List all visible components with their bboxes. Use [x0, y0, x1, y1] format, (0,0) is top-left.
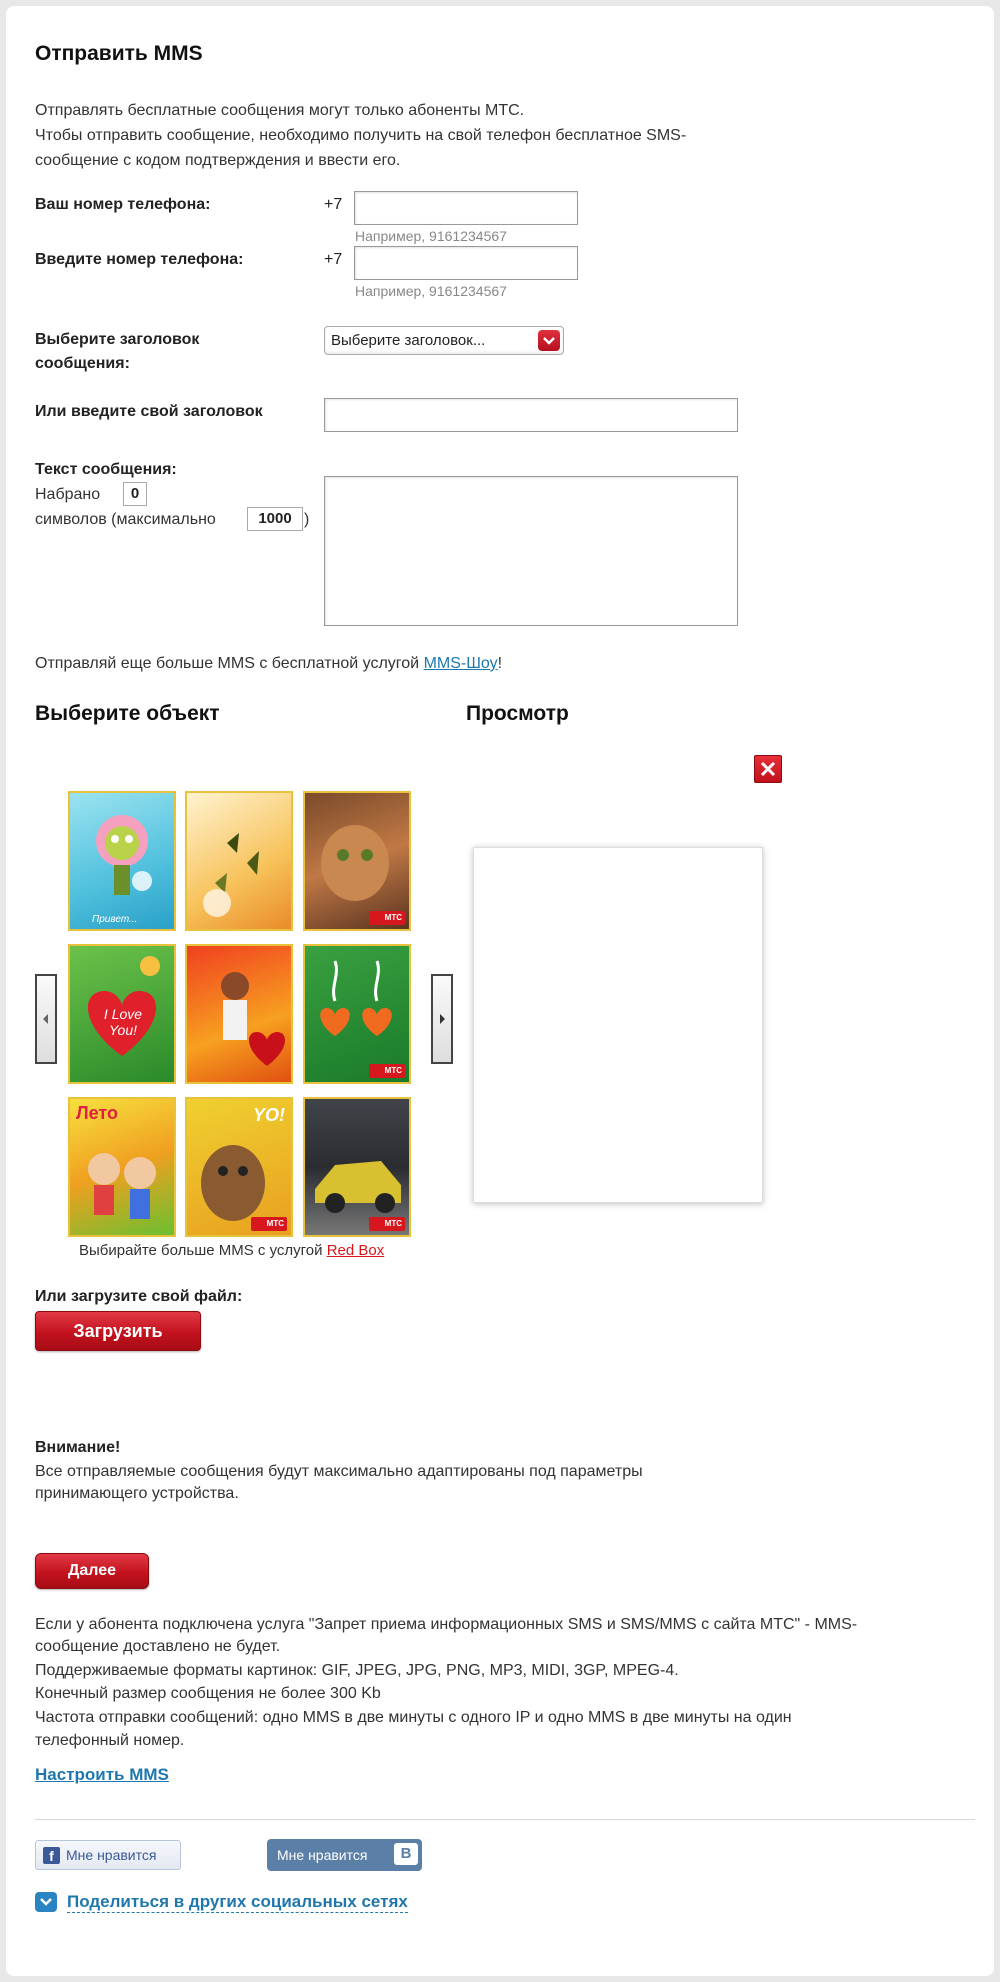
info-line-2: сообщение доставлено не будет. — [35, 1638, 281, 1655]
subject-select[interactable] — [324, 326, 564, 355]
info-line-5: Частота отправки сообщений: одно MMS в две минуты с одного IP и одно MMS в две минуты на один — [35, 1709, 792, 1726]
love-you-thumb[interactable] — [68, 944, 176, 1084]
more-mms-text — [79, 1242, 384, 1259]
kitten-thumb[interactable] — [303, 791, 411, 931]
preview-title: Просмотр — [466, 702, 569, 725]
configure-mms-link[interactable]: Настроить MMS — [35, 1765, 169, 1784]
notice-line-1: Все отправляемые сообщения будут максимально адаптированы под параметры — [35, 1463, 643, 1480]
thumb-caption: YO! — [252, 1105, 285, 1125]
notice-line-2: принимающего устройства. — [35, 1485, 239, 1502]
cartoon-character-image — [70, 793, 174, 929]
typed-counter: 0 — [123, 482, 147, 506]
thumb-caption: I Love You! — [103, 1006, 143, 1038]
thumb-caption: Лето — [76, 1103, 118, 1123]
facebook-like-button[interactable] — [35, 1840, 181, 1870]
recipient-phone-hint: Например, 9161234567 — [355, 283, 507, 299]
your-phone-label: Ваш номер телефона: — [35, 196, 211, 213]
recipient-phone-input[interactable] — [354, 246, 578, 280]
mts-badge: МТС — [369, 1064, 405, 1078]
chevron-down-icon — [538, 330, 560, 351]
red-box-link[interactable]: Red Box — [326, 1242, 385, 1259]
upload-label: Или загрузите свой файл: — [35, 1288, 243, 1305]
page-title: Отправить MMS — [35, 42, 203, 65]
info-line-1: Если у абонента подключена услуга "Запрет приема информационных SMS и SMS/MMS с сайта МТС" - MMS- — [35, 1616, 858, 1633]
sports-car-thumb[interactable] — [303, 1097, 411, 1237]
recipient-phone-prefix: +7 — [324, 251, 343, 268]
more-mms-label: Выбирайте больше MMS с услугой — [79, 1242, 327, 1259]
your-phone-prefix: +7 — [324, 196, 343, 213]
custom-subject-label: Или введите свой заголовок — [35, 403, 263, 420]
promo-suffix: ! — [497, 655, 503, 672]
vk-like-label: Мне нравится — [277, 1847, 368, 1863]
preview-frame — [473, 847, 763, 1203]
butterflies-image — [187, 793, 291, 929]
green-hearts-image — [305, 946, 409, 1082]
mts-badge: МТС — [369, 911, 405, 925]
mts-badge: МТС — [251, 1217, 287, 1231]
chevron-left-icon — [37, 976, 55, 1062]
your-phone-input[interactable] — [354, 191, 578, 225]
intro-line-3: сообщение с кодом подтверждения и ввести его. — [35, 152, 401, 169]
subject-select-label-line-2: сообщения: — [35, 355, 130, 372]
sports-car-image — [305, 1099, 409, 1235]
butterflies-thumb[interactable] — [185, 791, 293, 931]
max-close-paren: ) — [304, 511, 310, 528]
upload-button[interactable]: Загрузить — [35, 1311, 201, 1351]
couple-heart-image — [187, 946, 291, 1082]
mms-show-link[interactable]: MMS-Шоу — [423, 655, 498, 672]
intro-line-1: Отправлять бесплатные сообщения могут только абоненты МТС. — [35, 102, 525, 119]
subject-select-label-line-1: Выберите заголовок — [35, 331, 200, 348]
notice-title: Внимание! — [35, 1439, 121, 1456]
close-icon — [755, 756, 781, 782]
green-hearts-thumb[interactable] — [303, 944, 411, 1084]
mts-badge: МТС — [369, 1217, 405, 1231]
next-button[interactable]: Далее — [35, 1553, 149, 1589]
couple-heart-thumb[interactable] — [185, 944, 293, 1084]
divider — [35, 1819, 975, 1820]
intro-line-2: Чтобы отправить сообщение, необходимо получить на свой телефон бесплатное SMS- — [35, 127, 687, 144]
your-phone-hint: Например, 9161234567 — [355, 228, 507, 244]
message-textarea[interactable] — [324, 476, 738, 626]
recipient-phone-label: Введите номер телефона: — [35, 251, 244, 268]
kitten-image — [305, 793, 409, 929]
typed-label: Набрано — [35, 486, 101, 503]
gallery-title: Выберите объект — [35, 702, 220, 725]
gallery-next-button[interactable] — [431, 974, 453, 1064]
subject-select-value: Выберите заголовок... — [331, 332, 486, 349]
info-line-3: Поддерживаемые форматы картинок: GIF, JPEG, JPG, PNG, MP3, MIDI, 3GP, MPEG-4. — [35, 1662, 679, 1679]
vk-icon: B — [394, 1843, 418, 1865]
hamster-yo-thumb[interactable] — [185, 1097, 293, 1237]
share-more-link[interactable]: Поделиться в других социальных сетях — [67, 1892, 408, 1911]
summer-kids-thumb[interactable] — [68, 1097, 176, 1237]
gallery-prev-button[interactable] — [35, 974, 57, 1064]
close-preview-button[interactable] — [754, 755, 782, 783]
message-label: Текст сообщения: — [35, 461, 177, 478]
info-line-6: телефонный номер. — [35, 1732, 185, 1749]
chevron-down-icon — [35, 1892, 57, 1912]
promo-text-label: Отправляй еще больше MMS с бесплатной услугой — [35, 655, 424, 672]
info-line-4: Конечный размер сообщения не более 300 Kb — [35, 1685, 381, 1702]
cartoon-character-thumb[interactable] — [68, 791, 176, 931]
expand-share-toggle[interactable] — [35, 1892, 57, 1912]
page-container — [6, 6, 994, 1976]
chevron-right-icon — [433, 976, 451, 1062]
promo-text — [35, 651, 502, 676]
facebook-icon: f — [43, 1847, 60, 1864]
vk-like-button[interactable] — [267, 1839, 422, 1871]
subject-select-label — [35, 328, 199, 376]
custom-subject-input[interactable] — [324, 398, 738, 432]
symbols-label: символов (максимально — [35, 511, 216, 528]
max-counter: 1000 — [247, 507, 303, 531]
facebook-like-label: Мне нравится — [66, 1847, 157, 1863]
thumb-caption: Привет... — [92, 914, 138, 925]
